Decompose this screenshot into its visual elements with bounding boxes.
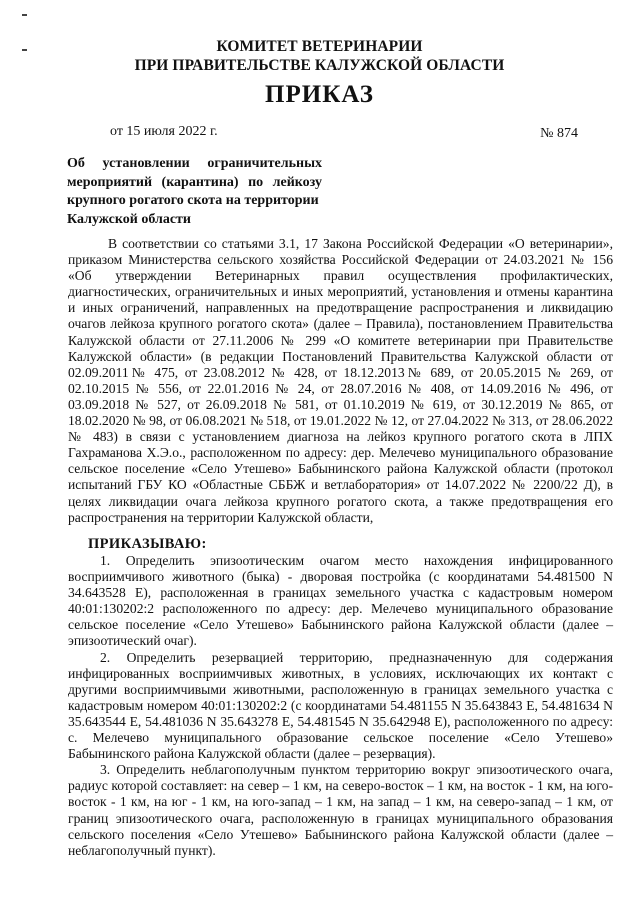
preamble-paragraph: В соответствии со статьями 3.1, 17 Закона Российской Федерации «О ветеринарии», приказом Министерства сельского хозяйства Российской Федерации от 24.03.2021 № 156 «Об утверждении Ветеринарных правил осуществления профилактических, диагностических, ограничительных и иных мероприятий, установления и отмены карантина и иных ограничений, направленных на предотвращение распространения и ликвидацию очагов лейкоза крупного рогатого скота» (далее – Правила), постановлением Правительства Калужской области от 27.11.2006 № 299 «О комитете ветеринарии при Правительстве Калужской области» (в редакции Постановлений Правительства Калужской области от 02.09.2011№ 475, от 23.08.2012 № 428, от 18.12.2013№ 689, от 20.05.2015 № 269, от 02.10.2015 № 556, от 22.01.2016 № 24, от 28.07.2016 № 408, от 14.09.2016 № 496, от 03.09.2018 № 527, от 26.09.2018 № 581, от 01.10.2019 № 619, от 30.12.2019 № 865, от 18.02.2020 № 98, от 06.08.2021 № 518, от 19.01.2022 № 12, от 27.04.2022 № 313, от 28.06.2022 № 483) в связи с установлением диагноза на лейкоз крупного рогатого скота в ЛПХ Гахраманова Х.Э.о., расположенном по адресу: дер. Мелечево муниципального образование сельское поселение «Село Утешево» Бабынинского района Калужской области (протокол испытаний ГБУ КО «Областные СББЖ и ветлаборатория» от 14.07.2022 № 2200/22 Д), в целях ликвидации очага лейкоза крупного рогатого скота, а также предотвращения его распространения на территории Калужской области, (68, 236, 613, 525)
scan-artifact-mark (22, 14, 27, 16)
document-date: от 15 июля 2022 г. (110, 124, 218, 139)
preamble-block (68, 236, 613, 526)
document-type-title: ПРИКАЗ (265, 81, 374, 108)
document-subject (67, 155, 322, 229)
subject-line: мероприятий (карантина) по лейкозу (67, 174, 322, 190)
committee-name-line-2: ПРИ ПРАВИТЕЛЬСТВЕ КАЛУЖСКОЙ ОБЛАСТИ (134, 57, 505, 74)
subject-line: крупного рогатого скота на территории (67, 193, 319, 208)
subject-line: Об установлении ограничительных (67, 156, 322, 171)
document-number: № 874 (540, 126, 578, 141)
order-items-block (68, 553, 613, 859)
order-item-3: 3. Определить неблагополучным пунктом территорию вокруг эпизоотического очага, радиус которой составляет: на север – 1 км, на северо-восток – 1 км, на восток - 1 км, на юго-восток - 1 км, на юг - 1 км, на юго-запад – 1 км, на запад – 1 км, на северо-запад – 1 км, от границ эпизоотического очага, расположенную в границах муниципального образования сельского поселения «Село Утешево» Бабынинского района Калужской области (далее – неблагополучный пункт). (68, 762, 613, 858)
decree-heading: ПРИКАЗЫВАЮ: (88, 536, 207, 552)
committee-name-line-1: КОМИТЕТ ВЕТЕРИНАРИИ (216, 38, 423, 55)
subject-line: Калужской области (67, 211, 191, 227)
order-item-2: 2. Определить резервацией территорию, предназначенную для содержания инфицированных восприимчивых животных, в условиях, исключающих их контакт с другими восприимчивыми животными, расположенную в границах земельного участка с кадастровым номером 40:01:130202:2 (с координатами 54.481155 N 35.643843 E, 54.481634 N 35.643544 E, 54.481036 N 35.643278 E, 54.481545 N 35.642948 E), расположенного по адресу: с. Мелечево муниципального образование сельское поселение «Село Утешево» Бабынинского района Калужской области (далее – резервация). (68, 649, 613, 762)
order-item-1: 1. Определить эпизоотическим очагом место нахождения инфицированного восприимчивого животного (быка) - дворовая постройка (с координатами 54.481500 N 34.643528 E), расположенная в границах земельного участка с кадастровым номером 40:01:130202:2 расположенного по адресу: дер. Мелечево муниципального образование сельское поселение «Село Утешево» Бабынинского района Калужской области (далее – эпизоотический очаг). (68, 553, 613, 649)
